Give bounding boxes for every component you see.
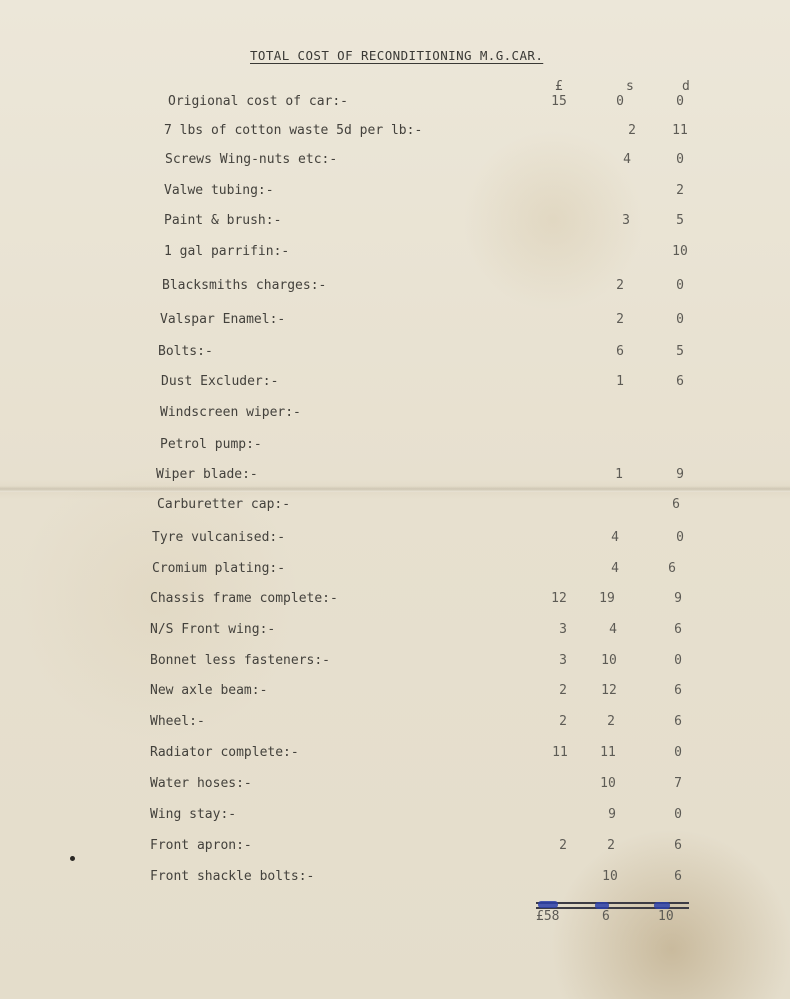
item-description: 7 lbs of cotton waste 5d per lb:- [164,123,423,138]
item-description: Carburetter cap:- [157,497,291,512]
total-shillings: 6 [602,909,610,924]
ink-mark [538,901,558,908]
item-pence: 6 [674,869,682,884]
list-item [0,152,790,170]
item-pence: 0 [676,530,684,545]
ink-mark [654,902,670,909]
list-item [0,374,790,392]
list-item [0,183,790,201]
list-item [0,344,790,362]
list-item [0,869,790,887]
item-pence: 5 [676,213,684,228]
item-description: Chassis frame complete:- [150,591,338,606]
item-description: Tyre vulcanised:- [152,530,286,545]
item-shillings: 4 [609,622,617,637]
list-item [0,683,790,701]
item-shillings: 9 [608,807,616,822]
item-pounds: 3 [559,653,567,668]
item-shillings: 1 [615,467,623,482]
item-shillings: 4 [611,561,619,576]
list-item [0,437,790,455]
list-item [0,838,790,856]
item-shillings: 10 [601,653,617,668]
pence-header: d [682,79,690,94]
document-title: TOTAL COST OF RECONDITIONING M.G.CAR. [250,48,544,63]
item-pence: 0 [676,312,684,327]
item-description: Water hoses:- [150,776,252,791]
list-item [0,94,790,112]
item-description: 1 gal parrifin:- [164,244,290,259]
item-description: Origional cost of car:- [168,94,349,109]
item-shillings: 6 [616,344,624,359]
list-item [0,467,790,485]
item-pence: 6 [674,622,682,637]
item-shillings: 10 [602,869,618,884]
item-pounds: 12 [551,591,567,606]
list-item [0,278,790,296]
list-item [0,561,790,579]
item-shillings: 4 [623,152,631,167]
item-description: Bonnet less fasteners:- [150,653,331,668]
item-shillings: 2 [628,123,636,138]
list-item [0,530,790,548]
item-pence: 6 [674,714,682,729]
item-pence: 0 [674,807,682,822]
list-item [0,807,790,825]
item-pounds: 3 [559,622,567,637]
item-shillings: 2 [616,312,624,327]
item-description: Blacksmiths charges:- [162,278,327,293]
item-pence: 2 [676,183,684,198]
item-pence: 6 [672,497,680,512]
item-pounds: 2 [559,683,567,698]
item-description: Petrol pump:- [160,437,262,452]
item-pence: 6 [668,561,676,576]
list-item [0,497,790,515]
list-item [0,244,790,262]
item-pounds: 2 [559,714,567,729]
list-item [0,123,790,141]
item-shillings: 2 [616,278,624,293]
item-pence: 6 [674,683,682,698]
item-description: Wiper blade:- [156,467,258,482]
list-item [0,745,790,763]
paper-fold-crease [0,486,790,492]
item-pence: 6 [676,374,684,389]
item-description: Windscreen wiper:- [160,405,301,420]
item-shillings: 12 [601,683,617,698]
item-shillings: 2 [607,838,615,853]
item-pence: 0 [676,152,684,167]
item-pounds: 2 [559,838,567,853]
list-item [0,405,790,423]
item-pence: 0 [676,278,684,293]
list-item [0,591,790,609]
item-pence: 0 [674,653,682,668]
list-item [0,776,790,794]
item-pence: 6 [674,838,682,853]
item-shillings: 10 [600,776,616,791]
ink-blot [70,856,75,861]
item-description: Bolts:- [158,344,213,359]
item-shillings: 2 [607,714,615,729]
item-description: Valspar Enamel:- [160,312,286,327]
total-pence: 10 [658,909,674,924]
item-shillings: 4 [611,530,619,545]
total-pounds: £58 [536,909,560,924]
list-item [0,714,790,732]
item-pence: 0 [676,94,684,109]
list-item [0,653,790,671]
list-item [0,213,790,231]
item-shillings: 19 [599,591,615,606]
item-description: Front shackle bolts:- [150,869,315,884]
item-pounds: 11 [552,745,568,760]
item-description: N/S Front wing:- [150,622,276,637]
item-pence: 0 [674,745,682,760]
list-item [0,622,790,640]
item-description: Wheel:- [150,714,205,729]
item-description: Cromium plating:- [152,561,286,576]
item-pence: 7 [674,776,682,791]
item-shillings: 11 [600,745,616,760]
item-pence: 5 [676,344,684,359]
item-description: Paint & brush:- [164,213,282,228]
ink-mark [595,902,609,909]
list-item [0,312,790,330]
pounds-header: £ [555,79,563,94]
item-pounds: 15 [551,94,567,109]
item-pence: 9 [676,467,684,482]
item-description: Valwe tubing:- [164,183,274,198]
item-description: Screws Wing-nuts etc:- [165,152,338,167]
item-pence: 11 [672,123,688,138]
item-description: Radiator complete:- [150,745,299,760]
item-shillings: 1 [616,374,624,389]
item-description: Dust Excluder:- [161,374,279,389]
item-description: Front apron:- [150,838,252,853]
item-description: New axle beam:- [150,683,268,698]
item-shillings: 3 [622,213,630,228]
shillings-header: s [626,79,634,94]
item-pence: 10 [672,244,688,259]
item-description: Wing stay:- [150,807,237,822]
item-pence: 9 [674,591,682,606]
item-shillings: 0 [616,94,624,109]
